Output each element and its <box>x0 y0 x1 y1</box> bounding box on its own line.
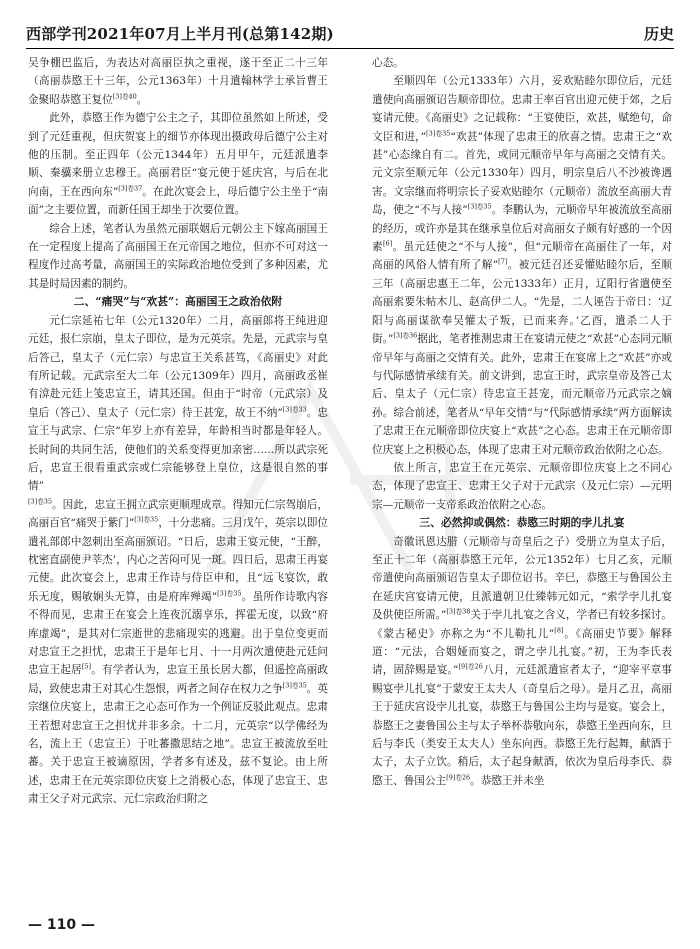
paragraph-text: 。 <box>136 93 148 106</box>
journal-title: 西部学刊2021年07月上半月刊(总第142期) <box>26 25 334 43</box>
citation-ref: [3]卷35 <box>28 497 53 506</box>
paragraph-text: 关于孛儿扎宴之含义，学者已有较多探讨。《蒙古秘史》亦称之为“不儿勒扎儿” <box>372 609 672 640</box>
paragraph-text: 。李鹏认为，元顺帝早年被流放至高丽的经历，或许亦是其在继承皇位后对高丽女子颇有好感的一个因素 <box>372 204 672 254</box>
paragraph-text: 元仁宗延祐七年（公元1320年）二月，高丽郎将王纯进迎元廷，报仁宗崩，皇太子即位，是为元英宗。先是，元武宗与皇后答己，皇太子（元仁宗）与忠宣王关系甚笃，《高丽史》对此有所记载。元武宗至大二年（公元1309年）四月，高丽政丞崔有渰赴元廷上笺忠宣王，请其还国。但由于“时帝（元武宗）及皇后（答己）、皇太子（元仁宗）待王甚宠，故王不纳” <box>28 314 328 419</box>
paragraph-text: ，十分悲痛。三月戊午，英宗以即位遣礼部郎中忽刺出至高丽颁诏。“日后，忠肃王宴元使，“王醉，枕密直副使尹莘杰’，内心之苦闷可见一斑。四日后，思肃王再宴元使。此次宴会上，忠肃王作诗与侍臣申和，且“远飞宴饮，敢乐无度，赐敏娴头无算，由是府库殚竭” <box>28 517 328 603</box>
citation-ref: [3]卷35 <box>467 202 492 211</box>
paragraph-text: 。忠宣王与武宗、仁宗“年岁上亦有差异，年龄相当时都是年轻人。长时间的共同生活，使他们的关系变得更加亲密……所以武宗死后，忠宣王很看重武宗或仁宗能够登上皇位，这是很自然的事情” <box>28 406 329 493</box>
paragraph-text: 。有学者认为，忠宣王虽长居大都，但遥控高丽政局，致使忠肃王对其心生怨恨，两者之间存在权力之争 <box>28 664 329 695</box>
paragraph-text: 。《高丽史节要》解释道：“元法，合姻娅而宴之，谓之孛儿扎宴。”初，王为李氏表请，固辞赐是宴。” <box>372 627 672 677</box>
section-heading-text: 二、“痛哭”与“欢甚”：高丽国王之政治依附 <box>73 295 283 309</box>
citation-ref: [3]卷35 <box>282 681 307 690</box>
citation-ref: [9]卷26 <box>458 662 483 671</box>
paragraph-text: 依上所言，忠宣王在元英宗、元顺帝即位庆宴上之不同心态，体现了忠宣王、忠肃王父子对于元武宗（及元仁宗）—元明宗—元顺帝一支帝系政治依附之心态。 <box>372 461 672 511</box>
paragraph <box>372 72 672 459</box>
left-column <box>28 54 328 809</box>
paragraph-text: 至顺四年（公元1333年）六月，妥欢贴睦尔即位后，元廷遣使向高丽颁诏告顺帝即位。忠肃王率百官出迎元使于郊，之后宴请元使。《高丽史》之记载称：“王宴使臣，欢甚，赋绝句，命文臣和进，” <box>372 75 672 143</box>
paragraph-text: 。忠宣王被流放至吐蕃。关于忠宣王被谪原因，学者多有述及，兹不复论。由上所述，忠肃王在元英宗即位庆宴上之消极心态，体现了忠宣王、忠肃王父子对元武宗、元仁宗政治归附之 <box>28 738 329 806</box>
citation-ref: [3]卷35 <box>217 589 242 598</box>
section-heading <box>372 514 672 532</box>
section-name: 历史 <box>643 25 674 43</box>
right-column <box>372 54 672 790</box>
paragraph-text: 八月，元廷派遣宦者太子，“迎宰平章事赐宴孛儿扎宴”于蒙安王太夫人（奇皇后之母）。是月乙丑，高丽王于延庆宫设孛儿扎宴，恭愍王与鲁国公主均与是宴。宴会上，恭愍王之妻鲁国公主与太子举杯恭敬向东，恭愍王坐西向东，旦后与李氏（类安王太夫人）坐东向西。恭愍王先行起舞，献酒于太子，太子立饮。稍后，太子起身献酒，依次为皇后母李氏、恭愍王、鲁国公主 <box>372 664 672 787</box>
section-heading <box>28 293 328 311</box>
paragraph <box>372 459 672 514</box>
section-heading-text: 三、必然抑或偶然：恭愍三时期的孛儿扎宴 <box>419 516 625 530</box>
paragraph <box>372 533 672 791</box>
citation-ref: [7] <box>498 257 508 266</box>
paragraph-text: 。英宗继位庆宴上，忠肃王之心态可作为一个例证反驳此观点。忠肃王若想对忠宣王之担忧并非多余。十二月，元英宗“以学佛经为名，流上王（忠宣王）于吐蕃撒思结之地” <box>28 682 329 751</box>
citation-ref: [3]卷40 <box>112 92 137 101</box>
paragraph-text: 。虽元廷使之“不与人接”，但“元顺帝在高丽住了一年，对高丽的风俗人情有所了解” <box>372 241 673 272</box>
header-rule <box>26 48 674 49</box>
paragraph-text: 综合上述，笔者认为虽然元丽联姻后元朝公主下嫁高丽国王在一定程度上提高了高丽国王在元帝国之地位，但亦不可对这一程度作过高考量，高丽国王的实际政治地位受到了多种因素，尤其是时局因素的制约。 <box>28 222 328 290</box>
citation-ref: [3]卷35 <box>426 129 451 138</box>
citation-ref: [8] <box>554 626 564 635</box>
paragraph-text: 。恭愍王并未坐 <box>470 774 545 787</box>
paragraph-text: 此外，恭愍王作为德宁公主之子，其即位虽然如上所述，受到了元廷重视，但庆贺宴上的细节亦体现出摄政母后德宁公主对他的压制。至正四年（公元1344年）五月甲午，元廷派遣李顺、秦骥来册立忠穆王。高丽君臣“宴元使于延庆宫，与后在北向南，王在西向东” <box>28 112 328 198</box>
paragraph-text: 吴争棚巴监后，为表达对高丽臣执之重视，遂干至正二十三年（高丽恭愍王十三年，公元1363年）十月遣翰林学士承旨曹王金聚昭恭愍王复位 <box>28 57 328 106</box>
citation-ref: [3]卷37 <box>118 184 143 193</box>
citation-ref: [3]卷33 <box>282 405 307 414</box>
paragraph-text: 奇徽讯恩达腊（元顺帝与奇皇后之子）受册立为皇太子后，至正十二年（高丽恭愍王元年，公元1352年）七月乙亥，元顺帝遣使向高丽颁诏告皇太子即位诏书。辛巳，恭愍王与鲁国公主在延庆宫宴请元使，且派遣朝卫仕臻韩元如元，“索学孛儿扎宴及供使臣所需。” <box>372 535 672 622</box>
citation-ref: [5] <box>81 662 92 671</box>
citation-ref: [3]卷38 <box>446 607 471 616</box>
citation-ref: [3]卷35 <box>134 515 159 524</box>
paragraph-text: 。在此次宴会上，母后德宁公主坐于“南面”之主要位置，而新任国王却坐于次要位置。 <box>28 185 329 217</box>
paragraph <box>28 109 328 219</box>
paragraph-text: 。因此，忠宣王拥立武宗更顺理成章。得知元仁宗驾崩后，高丽百官“痛哭于紫门” <box>28 498 329 530</box>
citation-ref: [6] <box>382 239 393 248</box>
paragraph <box>372 54 672 72</box>
paragraph-text: 据此，笔者推测忠肃王在宴请元使之“欢甚”心态同元顺帝早年与高丽之交情有关。此外，忠肃王在宴席上之“欢甚”亦或与代际感情承续有关。前文讲到，忠宣王时，武宗皇帝及答己太后、皇太子（元仁宗）待忠宣王甚宠，而元顺帝乃元武宗之嫡孙。综合前述，笔者从“早年交情”与“代际感情承续”两方面解读了忠肃王在元顺帝即位庆宴上“欢甚”之心态。忠肃王在元顺帝即位庆宴上之积极心态，体现了忠肃王对元顺帝政治依附之心态。 <box>372 333 672 456</box>
page-number: — 110 — <box>28 917 95 933</box>
paragraph <box>28 54 328 109</box>
paragraph-text: 。虽所作诗歌内容不得而见，忠肃王在宴会上连夜沉溺享乐，挥霍无度，以致“府库虚竭”，是其对仁宗逝世的悲痛现实的逃避。出于皇位变更而对忠宣王之担忧，忠肃王于是年七月、十一月两次遣使赴元廷问忠宣王起居 <box>28 590 329 677</box>
citation-ref: [9]卷26 <box>446 773 471 782</box>
paragraph <box>28 220 328 294</box>
paragraph <box>28 312 328 496</box>
paragraph-text: “欢甚”体现了忠肃王的欣喜之情。忠肃王之“欢甚”心态缘自有二。首先，或同元顺帝早年与高丽之交情有关。元文宗至顺元年（公元1330年）四月，明宗皇后八不沙被谗遇害。文宗继而将明宗长子妥欢贴睦尔（元顺帝）流放至高丽大青岛，使之“不与人接” <box>372 130 672 217</box>
paragraph-text: 。被元廷召还妥懽贴睦尔后，至顺三年（高丽忠惠王二年，公元1333年）正月，辽阳行省遣使至高丽索要朱帖木儿、赵高伊二人。“先是，二人诬告于帝日：‘辽阳与高丽谋欲奉吴懽太子叛，已而来奔。’乙酉，遣杀二人于街。” <box>372 259 673 346</box>
citation-ref: [3]卷36 <box>393 331 418 340</box>
paragraph <box>28 496 328 809</box>
paragraph-text: 心态。 <box>372 57 404 69</box>
page-header <box>26 18 674 44</box>
